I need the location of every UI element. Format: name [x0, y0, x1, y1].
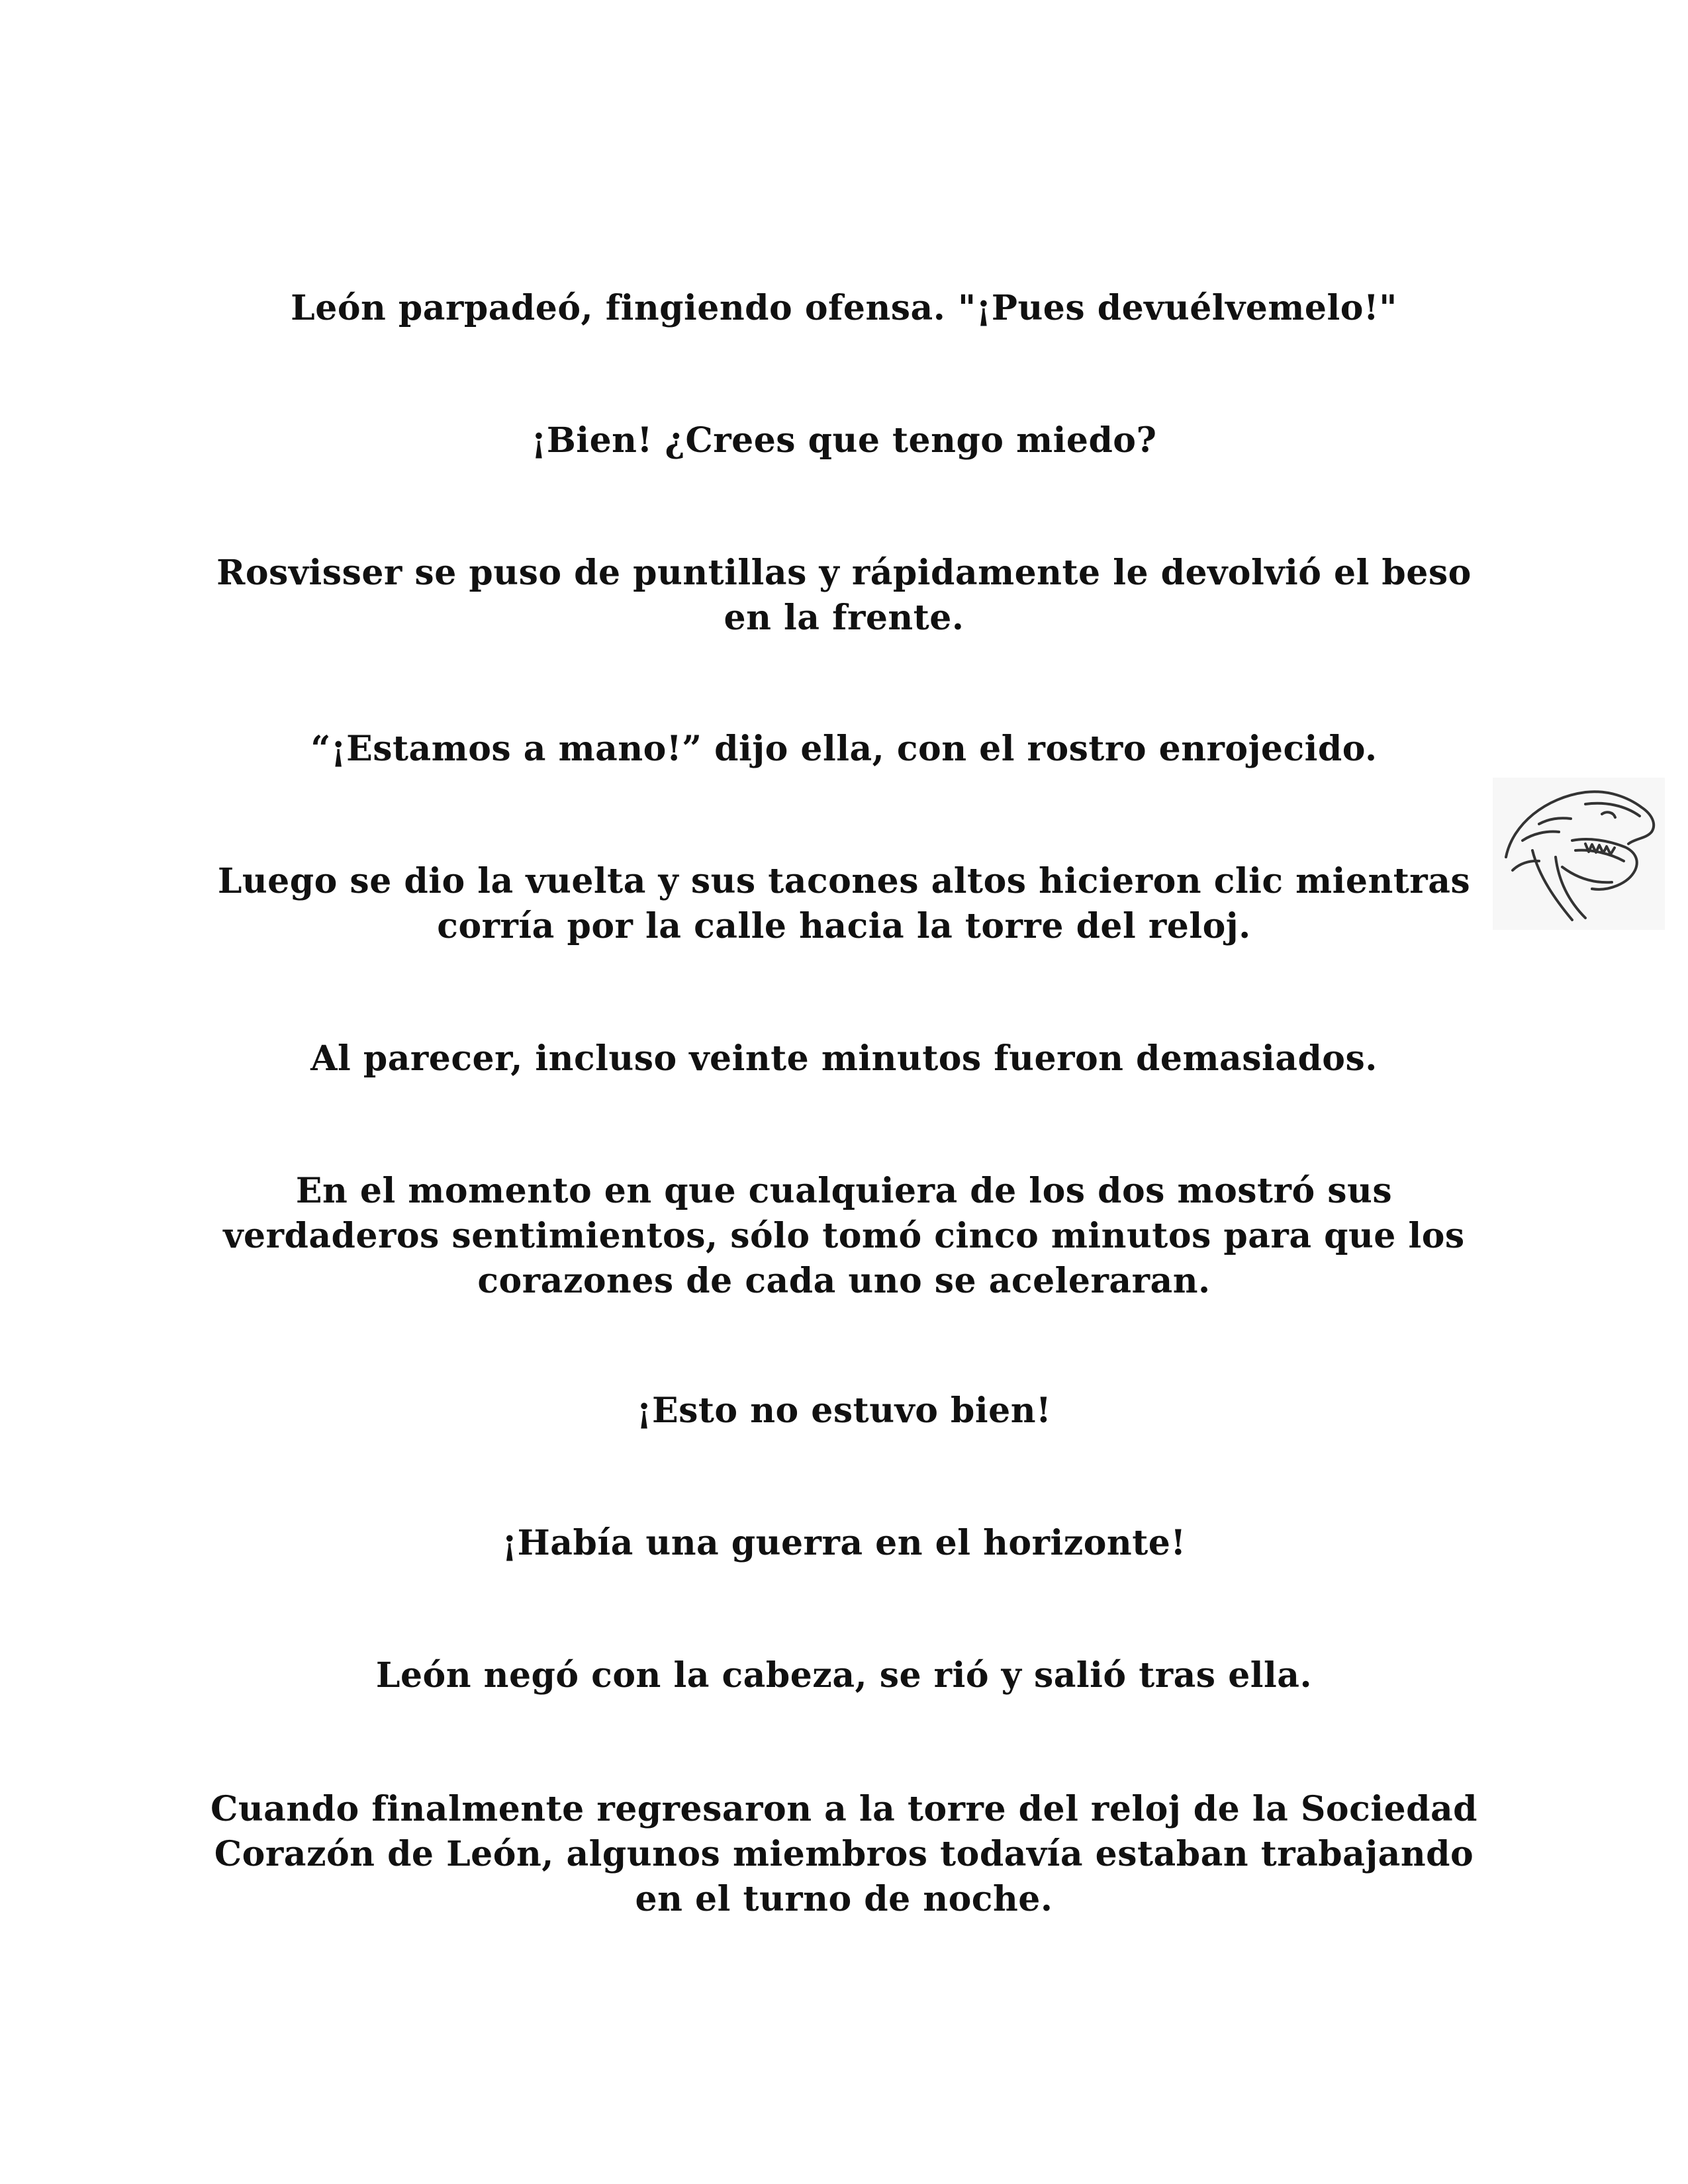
- paragraph-7: En el momento en que cualquiera de los dos mostró sus verdaderos sentimientos, sólo tomó cinco minutos para que los corazones de cada uno se aceleraran.: [223, 1171, 1465, 1301]
- dinosaur-sketch-icon: [1493, 778, 1665, 930]
- paragraph-11: Cuando finalmente regresaron a la torre del reloj de la Sociedad Corazón de León, algunos miembros todavía estaban trabajando en el turno de noche.: [210, 1789, 1478, 1919]
- paragraph-8: ¡Esto no estuvo bien!: [636, 1390, 1052, 1431]
- paragraph-5: Luego se dio la vuelta y sus tacones altos hicieron clic mientras corría por la calle hacia la torre del reloj.: [217, 861, 1471, 946]
- paragraph-6: Al parecer, incluso veinte minutos fueron demasiados.: [310, 1038, 1378, 1079]
- paragraph-10: León negó con la cabeza, se rió y salió tras ella.: [375, 1655, 1313, 1696]
- paragraph-3: Rosvisser se puso de puntillas y rápidamente le devolvió el beso en la frente.: [216, 553, 1472, 638]
- paragraph-9: ¡Había una guerra en el horizonte!: [502, 1523, 1186, 1563]
- paragraph-2: ¡Bien! ¿Crees que tengo miedo?: [531, 420, 1157, 461]
- paragraph-4: “¡Estamos a mano!” dijo ella, con el rostro enrojecido.: [310, 729, 1378, 769]
- paragraph-1: León parpadeó, fingiendo ofensa. "¡Pues devuélvemelo!": [291, 288, 1397, 328]
